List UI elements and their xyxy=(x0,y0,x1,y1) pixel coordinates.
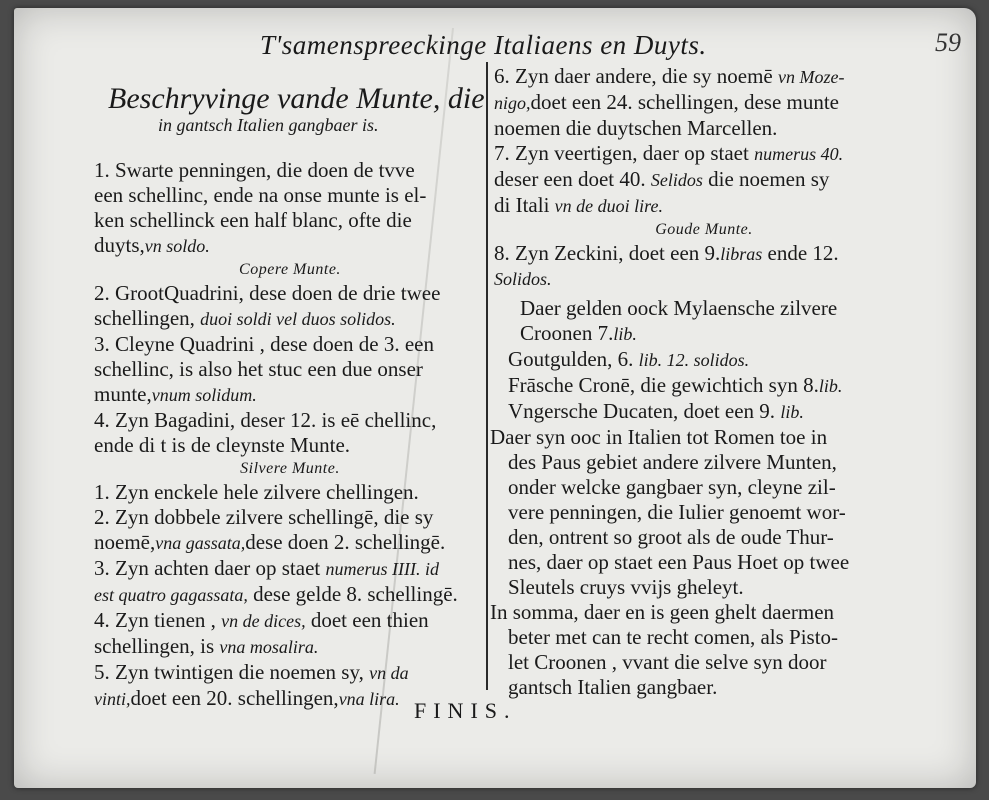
entry-double-silver xyxy=(94,505,486,556)
entry-line xyxy=(508,321,914,347)
entry-line xyxy=(508,373,914,399)
entry-line: 1. Zyn enckele hele zilvere chellingen. xyxy=(94,480,419,504)
entry-line: ken schellinck een half blanc, ofte die xyxy=(94,208,412,232)
entry-text: Croonen 7. xyxy=(520,321,614,345)
entry-line xyxy=(494,167,914,193)
italian-term: Selidos xyxy=(650,170,703,190)
entry-text: munte, xyxy=(94,382,152,406)
entry-text: dese doen 2. schellingē. xyxy=(245,530,446,554)
italian-term: vna lira. xyxy=(338,689,400,709)
entry-line xyxy=(94,634,486,660)
italian-term: lib. 12. solidos. xyxy=(638,350,750,370)
entry-line xyxy=(494,64,914,90)
entry-text: Goutgulden, 6. xyxy=(508,347,634,371)
italian-term: vna mosalira. xyxy=(219,637,319,657)
entry-line xyxy=(94,306,486,332)
entry-text: 6. Zyn daer andere, die sy noemē xyxy=(494,64,773,88)
italian-term: vinti, xyxy=(94,689,131,709)
entry-line xyxy=(494,141,914,167)
entry-text: doet een 20. schellingen, xyxy=(130,686,339,710)
italian-term: nigo, xyxy=(494,93,531,113)
italian-term: duoi soldi vel duos solidos. xyxy=(200,309,396,329)
entry-text: Vngersche Ducaten, doet een 9. xyxy=(508,399,776,423)
entry-line: 2. GrootQuadrini, dese doen de drie twee xyxy=(94,281,441,305)
entry-text: schellingen, xyxy=(94,306,195,330)
entry-text: deser een doet 40. xyxy=(494,167,646,191)
entry-text: doet een 24. schellingen, dese munte xyxy=(530,90,840,114)
entry-line: onder welcke gangbaer syn, cleyne zil- xyxy=(508,475,836,499)
entry-line xyxy=(94,660,486,686)
italian-term: lib. xyxy=(818,376,843,396)
entry-line: een schellinc, ende na onse munte is el- xyxy=(94,183,427,207)
entry-eights xyxy=(94,556,486,608)
italian-term: vn soldo. xyxy=(144,236,210,256)
italian-term: numerus 40. xyxy=(754,144,844,164)
entry-text: duyts, xyxy=(94,233,145,257)
entry-text: dese gelde 8. schellingē. xyxy=(253,582,458,606)
entry-text: 4. Zyn tienen , xyxy=(94,608,216,632)
entry-line: 2. Zyn dobbele zilvere schellingē, die sy xyxy=(94,505,434,529)
entry-text: di Itali xyxy=(494,193,550,217)
entry-black-pennies xyxy=(94,158,486,259)
italian-term: vn Moze- xyxy=(777,67,845,87)
column-divider xyxy=(486,62,488,690)
entry-forties xyxy=(494,141,914,219)
entry-text: 8. Zyn Zeckini, doet een 9. xyxy=(494,241,721,265)
entry-crowns xyxy=(494,296,914,425)
entry-line: 4. Zyn Bagadini, deser 12. is eē chellinc, xyxy=(94,408,437,432)
italian-term: vn da xyxy=(369,663,409,683)
entry-groot-quadrini xyxy=(94,281,486,332)
italian-term: lib. xyxy=(780,402,804,422)
entry-line xyxy=(94,556,486,582)
page-number: 59 xyxy=(935,28,961,57)
entry-line xyxy=(494,193,914,219)
entry-line: nes, daer op staet een Paus Hoet op twee xyxy=(508,550,850,574)
entry-line xyxy=(494,241,914,267)
running-head: T'samenspreeckinge Italiaens en Duyts. xyxy=(260,30,707,60)
entry-line: vere penningen, die Iulier genoemt wor- xyxy=(508,500,846,524)
entry-text: ende 12. xyxy=(767,241,839,265)
entry-line: ende di t is de cleynste Munte. xyxy=(94,433,351,457)
entry-line: des Paus gebiet andere zilvere Munten, xyxy=(508,450,837,474)
entry-line xyxy=(508,347,914,373)
italian-term: vnum solidum. xyxy=(151,385,257,405)
entry-cleyne-quadrini xyxy=(94,332,486,408)
subsection-gold-coins: Goude Munte. xyxy=(655,221,753,238)
entry-text: noemē, xyxy=(94,530,156,554)
entry-line: beter met can te recht comen, als Pisto- xyxy=(508,625,839,649)
entry-line xyxy=(508,399,914,425)
italian-term: libras xyxy=(720,244,763,264)
entry-line xyxy=(94,382,486,408)
entry-line: Solidos. xyxy=(494,269,552,289)
entry-line xyxy=(94,608,486,634)
entry-line: 1. Swarte penningen, die doen de tvve xyxy=(94,158,415,182)
italian-term: vn de duoi lire. xyxy=(554,196,663,216)
italian-term: lib. xyxy=(613,324,637,344)
entry-mozenigo xyxy=(494,64,914,141)
entry-line: Daer gelden oock Mylaensche zilvere xyxy=(520,296,838,320)
entry-line: gantsch Italien gangbaer. xyxy=(508,675,718,699)
left-column xyxy=(94,84,486,712)
paragraph-conclusion xyxy=(490,600,914,700)
italian-term: vn de dices, xyxy=(221,611,306,631)
italian-term: numerus IIII. id xyxy=(325,559,439,579)
entry-line xyxy=(94,582,486,608)
entry-text: doet een thien xyxy=(310,608,429,632)
entry-line xyxy=(94,530,486,556)
finis-colophon: FINIS. xyxy=(414,698,517,723)
entry-line: let Croonen , vvant die selve syn door xyxy=(508,650,827,674)
entry-text: die noemen sy xyxy=(708,167,830,191)
italian-term: est quatro gagassata, xyxy=(94,585,248,605)
entry-line: schellinc, is also het stuc een due onser xyxy=(94,357,423,381)
entry-line: Sleutels cruys vvijs gheleyt. xyxy=(508,575,744,599)
section-subheading: in gantsch Italien gangbaer is. xyxy=(158,115,379,135)
entry-line: In somma, daer en is geen ghelt daermen xyxy=(490,600,835,624)
entry-tens xyxy=(94,608,486,660)
entry-zeckini xyxy=(494,241,914,292)
entry-line: Daer syn ooc in Italien tot Romen toe in xyxy=(490,425,828,449)
subsection-silver-coins: Silvere Munte. xyxy=(240,460,340,477)
paragraph-papal-coins xyxy=(490,425,914,600)
entry-line xyxy=(94,233,486,259)
entry-text: 5. Zyn twintigen die noemen sy, xyxy=(94,660,364,684)
entry-text: 3. Zyn achten daer op staet xyxy=(94,556,321,580)
entry-line: noemen die duytschen Marcellen. xyxy=(494,116,778,140)
entry-line: den, ontrent so groot als de oude Thur- xyxy=(508,525,834,549)
section-heading: Beschryvinge vande Munte, die xyxy=(108,82,485,115)
entry-text: Frāsche Cronē, die gewichtich syn 8. xyxy=(508,373,819,397)
entry-single-silver xyxy=(94,480,486,505)
right-column xyxy=(490,64,914,700)
italian-term: vna gassata, xyxy=(155,533,246,553)
entry-text: 7. Zyn veertigen, daer op staet xyxy=(494,141,749,165)
entry-bagadini xyxy=(94,408,486,458)
entry-line xyxy=(494,90,914,116)
entry-text: schellingen, is xyxy=(94,634,215,658)
entry-line: 3. Cleyne Quadrini , dese doen de 3. een xyxy=(94,332,434,356)
subsection-copper-coins: Copere Munte. xyxy=(239,261,341,278)
